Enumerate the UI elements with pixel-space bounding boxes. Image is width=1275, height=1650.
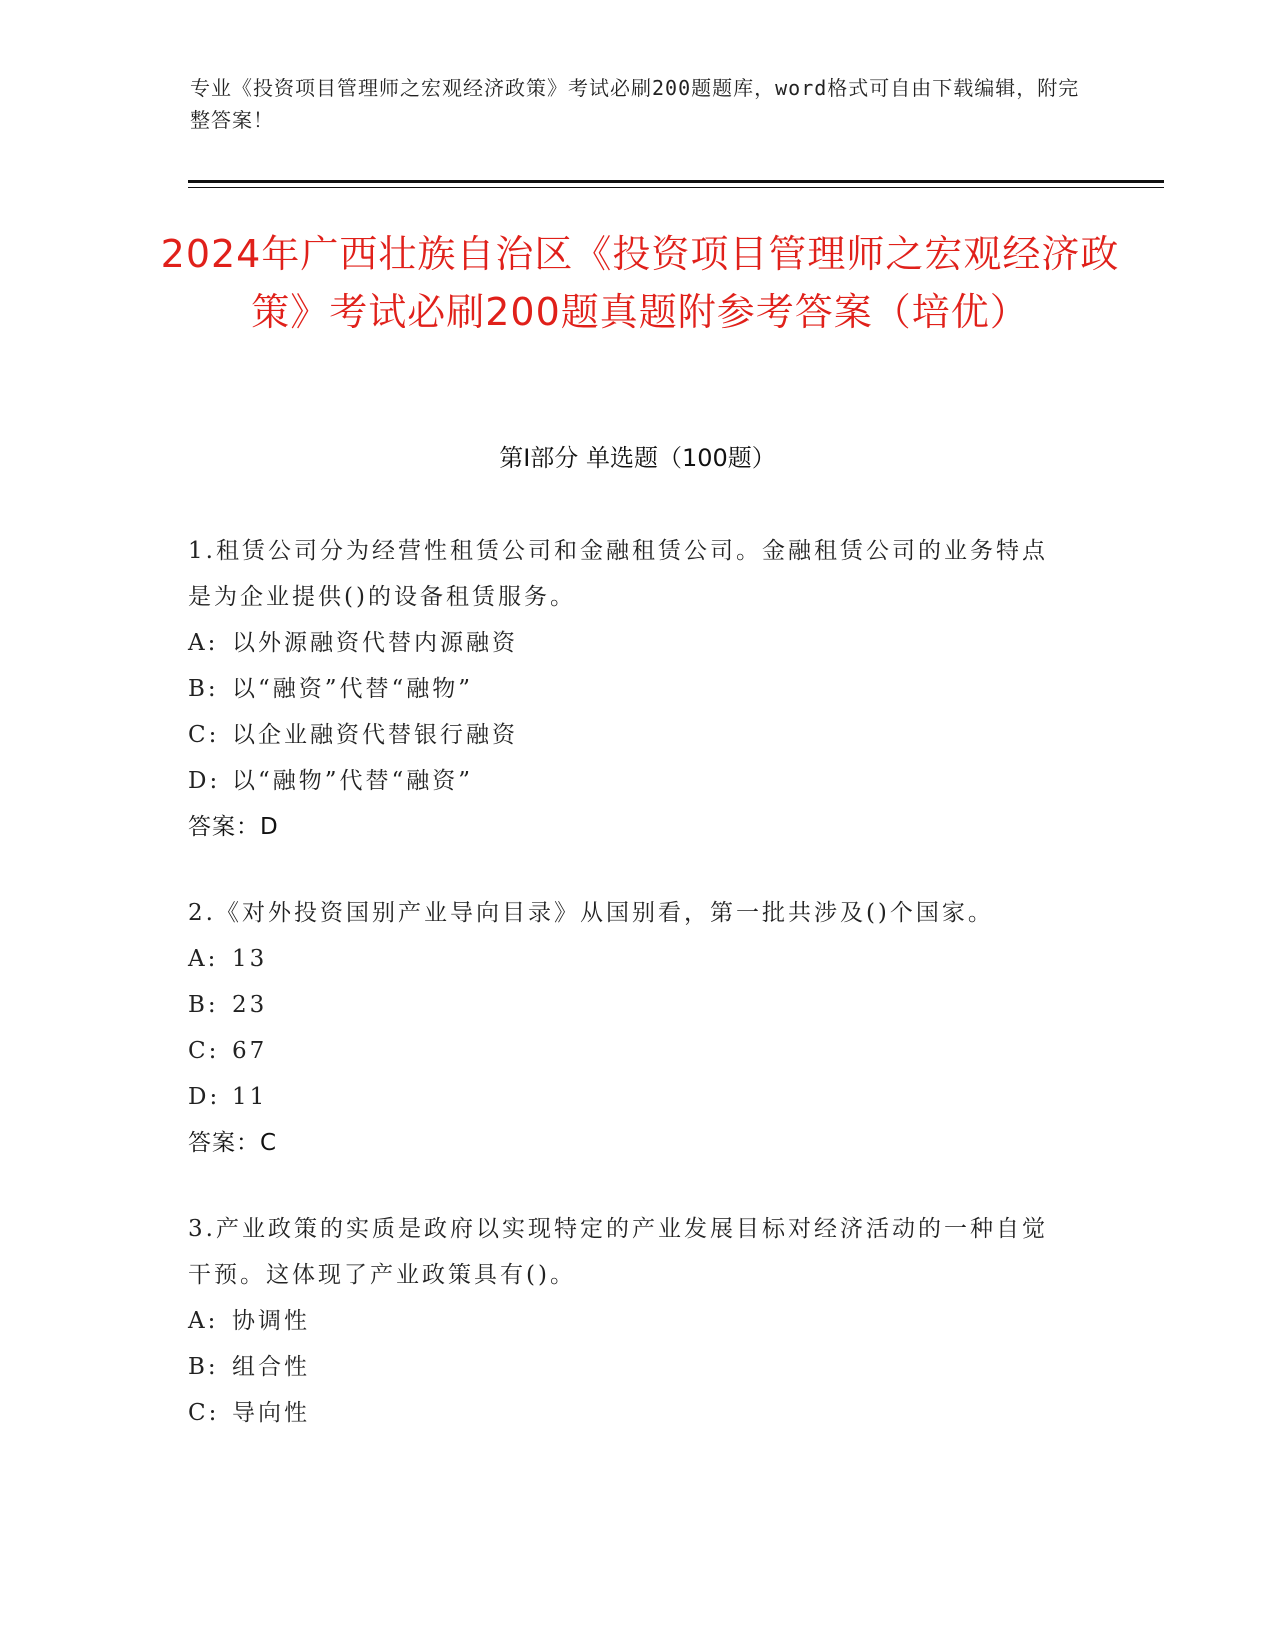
option-b — [188, 982, 1068, 1028]
option-text: 13 — [232, 946, 268, 972]
question-stem: 2.《对外投资国别产业导向目录》从国别看，第一批共涉及()个国家。 — [188, 900, 994, 926]
answer-line: 答案：D — [188, 814, 279, 840]
option-b — [188, 1344, 1068, 1390]
option-letter: D: — [188, 768, 221, 794]
option-d — [188, 758, 1068, 804]
option-text: 以“融物”代替“融资” — [232, 768, 474, 794]
option-text: 23 — [232, 992, 268, 1018]
question-stem: 1.租赁公司分为经营性租赁公司和金融租赁公司。金融租赁公司的业务特点是为企业提供()的设备租赁服务。 — [188, 538, 1048, 610]
option-letter: A: — [188, 1308, 219, 1334]
option-a — [188, 620, 1068, 666]
option-text: 11 — [232, 1084, 268, 1110]
option-letter: D: — [188, 1084, 221, 1110]
option-text: 导向性 — [232, 1400, 310, 1426]
option-letter: B: — [188, 992, 219, 1018]
option-a — [188, 936, 1068, 982]
question-item — [188, 528, 1068, 850]
option-text: 以企业融资代替银行融资 — [232, 722, 518, 748]
option-letter: B: — [188, 676, 219, 702]
option-text: 组合性 — [232, 1354, 310, 1380]
question-item — [188, 890, 1068, 1166]
option-letter: C: — [188, 722, 220, 748]
option-d — [188, 1074, 1068, 1120]
question-stem: 3.产业政策的实质是政府以实现特定的产业发展目标对经济活动的一种自觉干预。这体现了产业政策具有()。 — [188, 1216, 1048, 1288]
option-c — [188, 1390, 1068, 1436]
option-text: 以外源融资代替内源融资 — [232, 630, 518, 656]
option-a — [188, 1298, 1068, 1344]
option-letter: C: — [188, 1038, 220, 1064]
answer-line: 答案：C — [188, 1130, 278, 1156]
option-b — [188, 666, 1068, 712]
header-note: 专业《投资项目管理师之宏观经济政策》考试必刷200题题库，word格式可自由下载编辑，附完整答案！ — [190, 76, 1080, 132]
option-c — [188, 1028, 1068, 1074]
header-divider-thin — [188, 187, 1164, 188]
question-list — [188, 528, 1068, 1476]
header-divider-thick — [188, 180, 1164, 183]
option-letter: A: — [188, 946, 219, 972]
section-heading: 第Ⅰ部分 单选题（100题） — [499, 444, 776, 472]
option-text: 协调性 — [232, 1308, 310, 1334]
option-letter: C: — [188, 1400, 220, 1426]
option-text: 67 — [232, 1038, 268, 1064]
option-letter: A: — [188, 630, 219, 656]
option-c — [188, 712, 1068, 758]
option-letter: B: — [188, 1354, 219, 1380]
document-title: 2024年广西壮族自治区《投资项目管理师之宏观经济政策》考试必刷200题真题附参考答案（培优） — [160, 232, 1120, 334]
question-item — [188, 1206, 1068, 1436]
option-text: 以“融资”代替“融物” — [232, 676, 474, 702]
